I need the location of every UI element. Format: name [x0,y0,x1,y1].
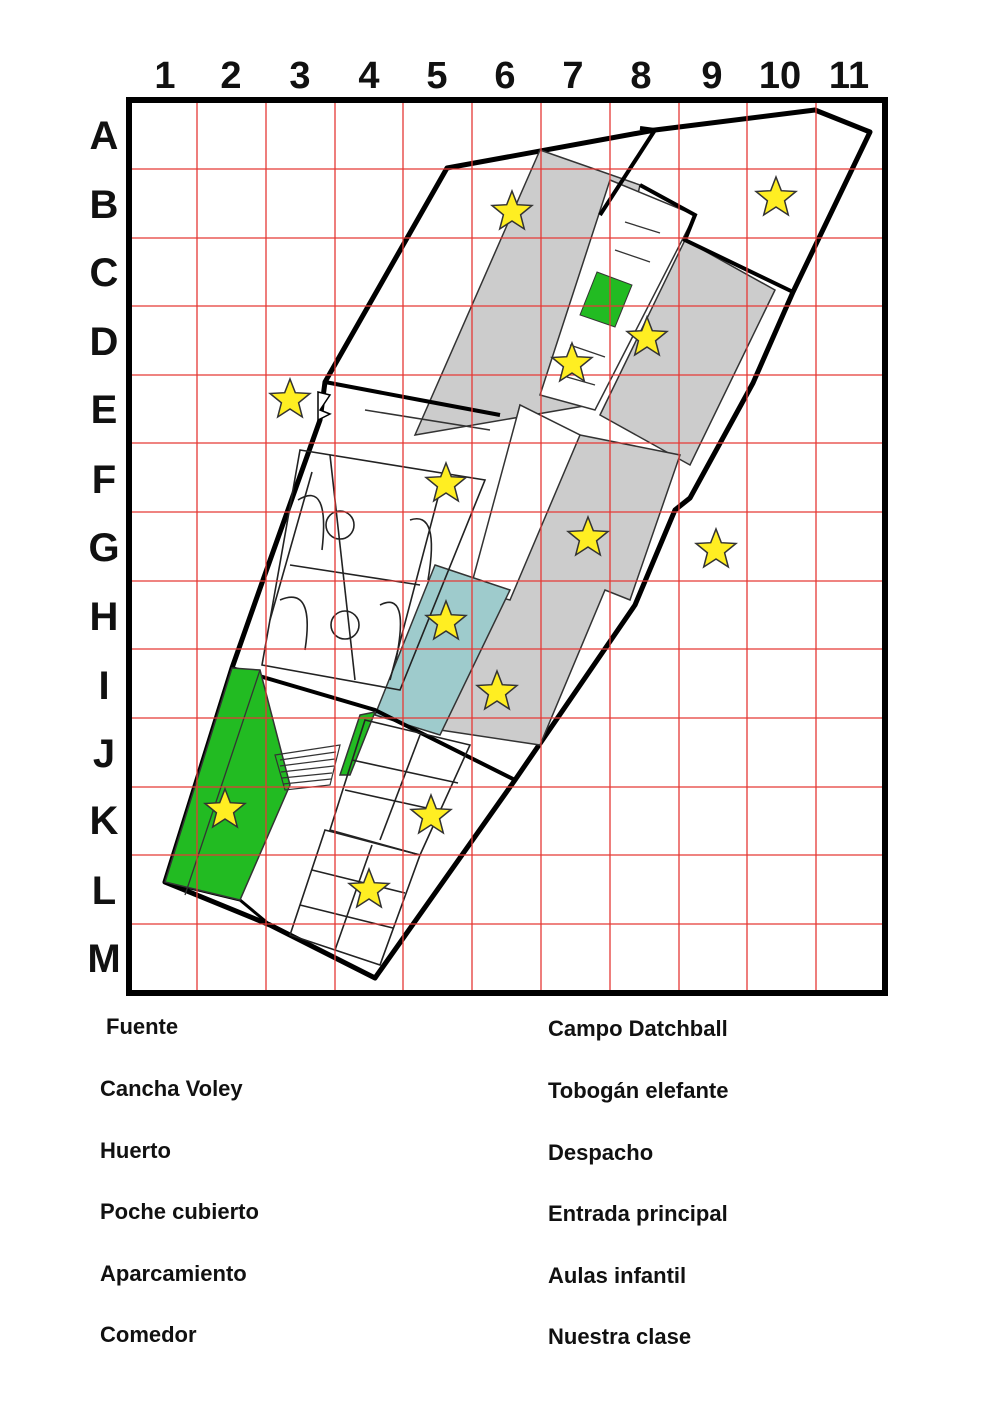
row-label-J: J [92,732,116,776]
column-label-2: 2 [220,55,242,97]
legend-left-5: Comedor [100,1322,197,1347]
column-label-5: 5 [426,55,448,97]
legend-left-4: Aparcamiento [100,1261,247,1286]
row-label-D: D [89,320,119,364]
column-label-1: 1 [154,55,176,97]
legend-right-0: Campo Datchball [548,1016,728,1041]
legend-left-2: Huerto [100,1138,171,1163]
column-label-8: 8 [630,55,652,97]
row-label-C: C [89,251,119,295]
legend-left-0: Fuente [106,1014,179,1039]
row-label-I: I [98,664,110,708]
column-label-11: 11 [828,55,870,97]
legend-right-4: Aulas infantil [548,1263,687,1288]
column-label-7: 7 [562,55,584,97]
legend-right-2: Despacho [548,1140,654,1165]
inner-border [640,128,655,130]
row-label-H: H [89,595,119,639]
column-label-4: 4 [358,55,380,97]
column-label-3: 3 [289,55,311,97]
row-label-A: A [89,114,119,158]
row-labels [87,114,120,981]
legend-left-1: Cancha Voley [100,1076,243,1101]
legend-left-3: Poche cubierto [100,1199,259,1224]
row-label-M: M [87,937,121,981]
row-label-G: G [88,526,120,570]
row-label-F: F [91,458,117,502]
row-label-L: L [91,869,117,913]
column-label-9: 9 [701,55,723,97]
column-label-10: 10 [758,55,802,97]
legend-right-3: Entrada principal [548,1201,728,1226]
row-label-B: B [89,183,119,227]
row-label-E: E [90,388,118,432]
legend-right-1: Tobogán elefante [548,1078,729,1103]
legend-right-5: Nuestra clase [548,1324,692,1349]
row-label-K: K [89,799,119,843]
column-label-6: 6 [494,55,516,97]
column-labels [154,55,869,97]
